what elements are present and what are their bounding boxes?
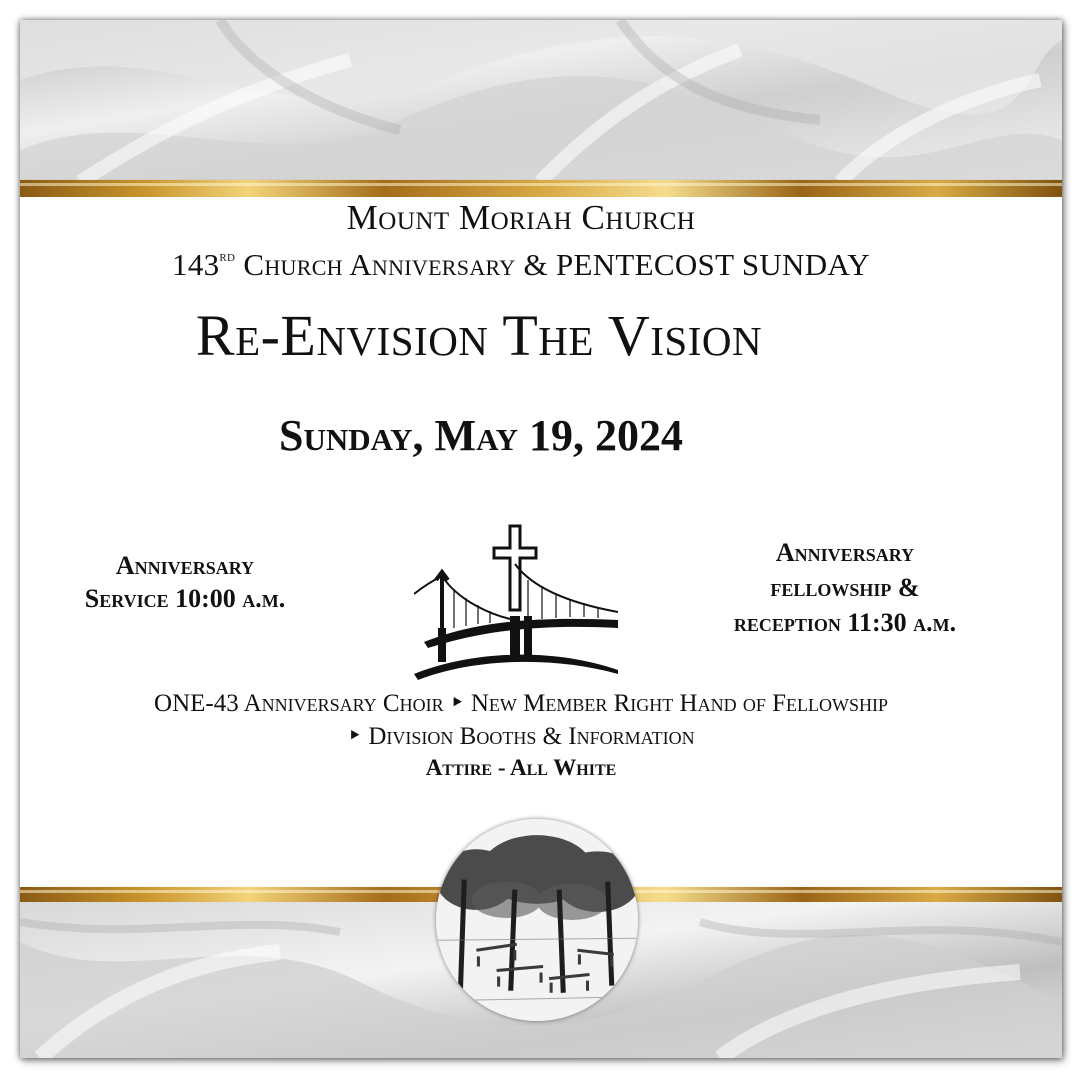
fellowship-info (680, 535, 1010, 640)
anniversary-line (0, 247, 1042, 283)
service-info (50, 549, 320, 615)
anniversary-number: 143 (172, 247, 220, 282)
reception-time: reception 11:30 a.m. (733, 608, 957, 637)
fellowship-line: fellowship & (770, 573, 920, 602)
anniversary-title: Church Anniversary & PENTECOST SUNDAY (235, 247, 870, 282)
trees-benches-sketch (436, 819, 638, 1021)
theme-title: Re-Envision The Vision (195, 303, 763, 368)
features-line-1: ONE-43 Anniversary Choir ‣ New Member Right Hand of Fellowship (154, 690, 888, 717)
event-date: Sunday, May 19, 2024 (278, 411, 684, 460)
anniversary-ordinal: rd (219, 249, 236, 265)
gold-ribbon-top (20, 180, 1062, 197)
cross-bridge-icon (414, 524, 618, 684)
features-line-2: ‣ Division Booths & Information (347, 723, 695, 750)
satin-background-top (20, 20, 1062, 182)
fellowship-label: Anniversary (775, 538, 915, 567)
church-name: Mount Moriah Church (346, 198, 696, 237)
service-label: Anniversary (115, 551, 255, 580)
service-time: Service 10:00 a.m. (84, 584, 286, 613)
attire-note: Attire - All White (425, 755, 617, 780)
